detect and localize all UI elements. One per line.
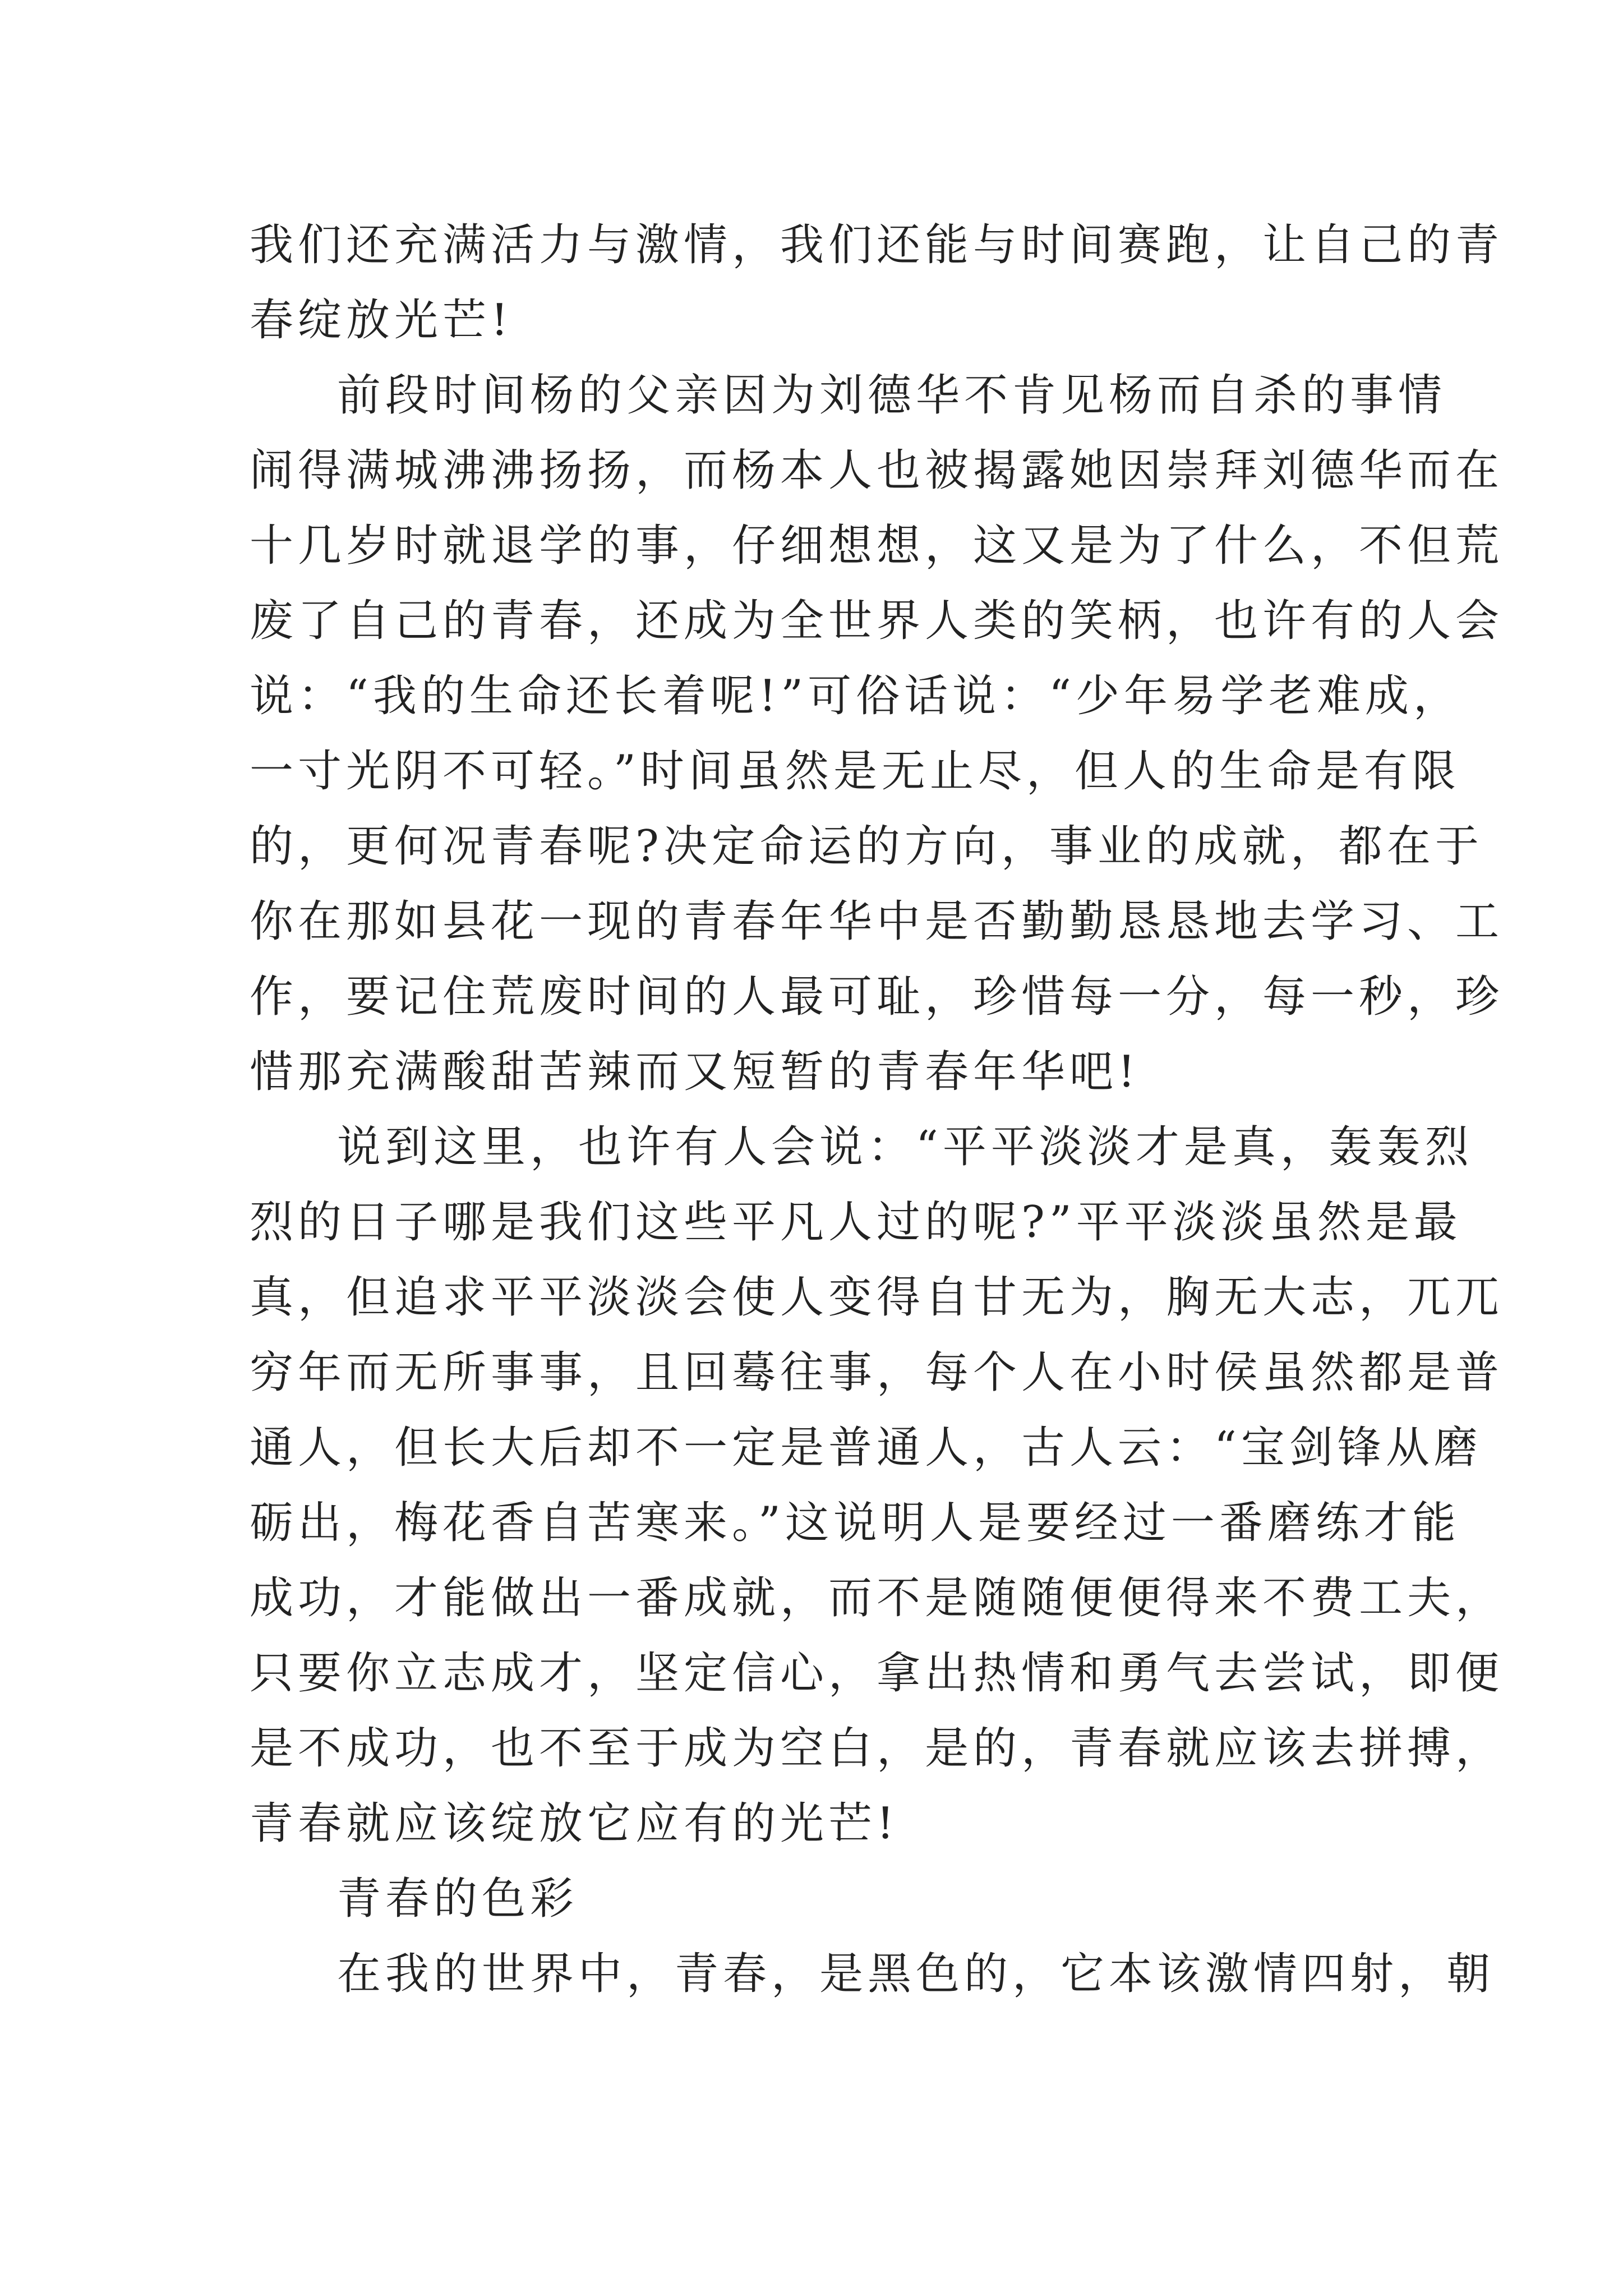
text-line: 烈的日子哪是我们这些平凡人过的呢?”平平淡淡虽然是最: [250, 1197, 1462, 1248]
text-line: 的，更何况青春呢?决定命运的方向，事业的成就，都在于: [250, 821, 1483, 872]
text-line: 说到这里，也许有人会说：“平平淡淡才是真，轰轰烈: [337, 1122, 1473, 1172]
text-line: 说：“我的生命还长着呢!”可俗话说：“少年易学老难成，: [250, 671, 1461, 721]
text-line: 在我的世界中，青春，是黑色的，它本该激情四射，朝: [337, 1949, 1495, 1999]
text-line: 闹得满城沸沸扬扬，而杨本人也被揭露她因崇拜刘德华而在: [250, 445, 1504, 496]
section-heading: 青春的色彩: [337, 1874, 579, 1924]
text-line: 我们还充满活力与激情，我们还能与时间赛跑，让自己的青: [250, 220, 1504, 270]
text-line: 春绽放光芒!: [250, 295, 513, 346]
text-line: 你在那如县花一现的青春年华中是否勤勤恳恳地去学习、工: [250, 896, 1504, 947]
text-line: 是不成功，也不至于成为空白，是的，青春就应该去拼搏，: [250, 1723, 1504, 1774]
text-line: 穷年而无所事事，且回蓦往事，每个人在小时侯虽然都是普: [250, 1347, 1504, 1398]
text-line: 青春就应该绽放它应有的光芒!: [250, 1798, 899, 1849]
text-line: 作，要记住荒废时间的人最可耻，珍惜每一分，每一秒，珍: [250, 972, 1504, 1022]
text-line: 通人，但长大后却不一定是普通人，古人云：“宝剑锋从磨: [250, 1423, 1482, 1473]
text-line: 十几岁时就退学的事，仔细想想，这又是为了什么，不但荒: [250, 521, 1504, 571]
text-line: 前段时间杨的父亲因为刘德华不肯见杨而自杀的事情: [337, 370, 1447, 421]
document-body: [250, 208, 1504, 2012]
text-line: 砺出，梅花香自苦寒来。”这说明人是要经过一番磨练才能: [250, 1498, 1460, 1548]
text-line: 废了自己的青春，还成为全世界人类的笑柄，也许有的人会: [250, 596, 1504, 646]
text-line: 真，但追求平平淡淡会使人变得自甘无为，胸无大志，兀兀: [250, 1272, 1504, 1323]
text-line: 只要你立志成才，坚定信心，拿出热情和勇气去尝试，即便: [250, 1648, 1504, 1699]
text-line: 惜那充满酸甜苦辣而又短暂的青春年华吧!: [250, 1047, 1140, 1097]
text-line: 成功，才能做出一番成就，而不是随随便便得来不费工夫，: [250, 1573, 1504, 1623]
text-line: 一寸光阴不可轻。”时间虽然是无止尽，但人的生命是有限: [250, 746, 1460, 797]
